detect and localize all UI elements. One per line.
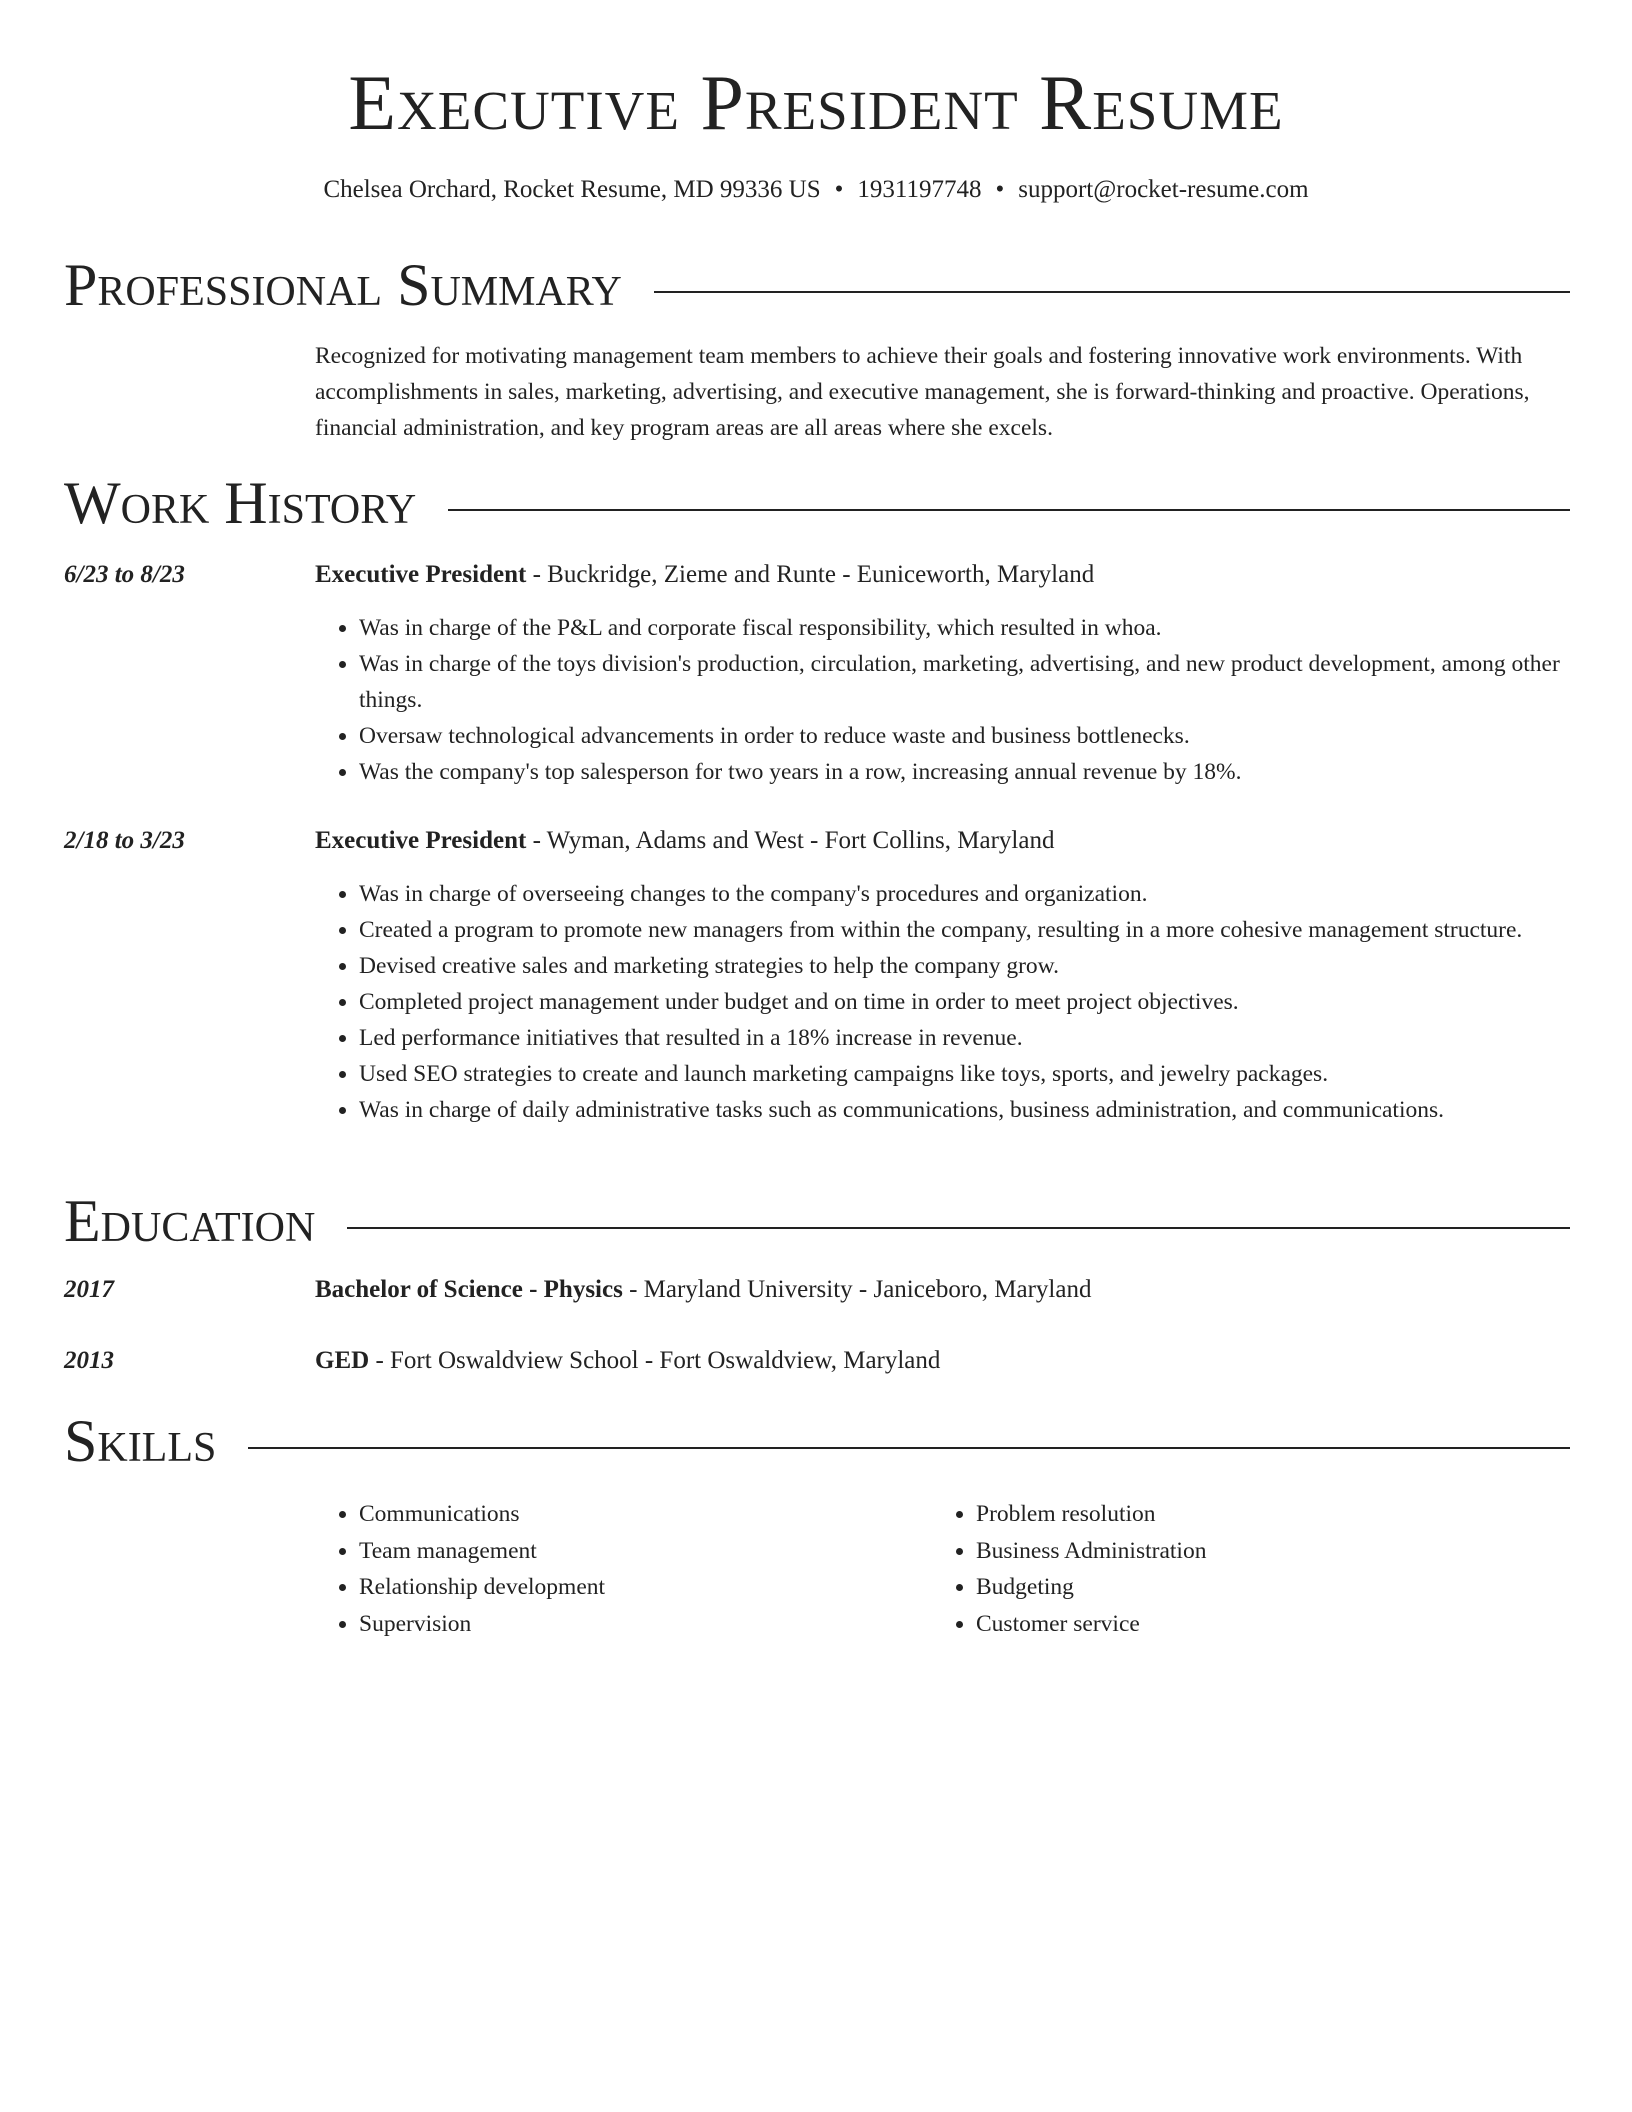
job-heading [315, 557, 1571, 593]
list-item: • Completed project management under budget and on time in order to meet project objectives. [359, 984, 1569, 1020]
skill-item: • Problem resolution [976, 1496, 1536, 1533]
skill-item: • Supervision [359, 1606, 919, 1643]
section-heading-education [64, 1186, 1570, 1256]
skill-item: • Communications [359, 1496, 919, 1533]
list-item: • Was in charge of daily administrative tasks such as communications, business administration, and communications. [359, 1092, 1569, 1128]
skill-item: • Business Administration [976, 1533, 1536, 1570]
list-item: • Was in charge of the toys division's production, circulation, marketing, advertising, and new product development, among other things. [359, 646, 1569, 718]
job-title: Executive President [315, 561, 527, 588]
job-bullets [315, 610, 1569, 790]
job-bullets [315, 876, 1569, 1128]
contact-line [0, 172, 1632, 208]
list-item: • Was in charge of overseeing changes to the company's procedures and organization. [359, 876, 1569, 912]
section-heading-summary [64, 250, 1570, 320]
skill-item: • Relationship development [359, 1569, 919, 1606]
education-degree: Bachelor of Science - Physics [315, 1276, 623, 1303]
skills-list-left [315, 1496, 919, 1642]
job-title: Executive President [315, 827, 527, 854]
education-degree: GED [315, 1347, 370, 1374]
contact-separator: • [834, 176, 844, 203]
contact-address: Chelsea Orchard, Rocket Resume, MD 99336 US [323, 176, 821, 203]
skills-list-right [932, 1496, 1536, 1642]
list-item: • Oversaw technological advancements in order to reduce waste and business bottlenecks. [359, 718, 1569, 754]
education-school: - Maryland University - Janiceboro, Maryland [622, 1276, 1092, 1303]
contact-separator: • [995, 176, 1005, 203]
skills-heading: Skills [64, 1406, 248, 1476]
summary-text: Recognized for motivating management team members to achieve their goals and fostering innovative work environments. With accomplishments in sales, marketing, advertising, and executive management, she is forward-thinking and proactive. Operations, financial administration, and key program areas are all areas where she excels. [315, 343, 1530, 441]
skill-item: • Customer service [976, 1606, 1536, 1643]
education-entry [315, 1343, 1571, 1379]
contact-phone: 1931197748 [857, 176, 982, 203]
job-dates: 2/18 to 3/23 [64, 827, 185, 854]
job-employer: - Wyman, Adams and West - Fort Collins, Maryland [526, 827, 1055, 854]
section-heading-work-history [64, 468, 1570, 538]
job-dates: 6/23 to 8/23 [64, 561, 185, 588]
education-heading: Education [64, 1186, 347, 1256]
list-item: • Devised creative sales and marketing strategies to help the company grow. [359, 948, 1569, 984]
list-item: • Created a program to promote new managers from within the company, resulting in a more cohesive management structure. [359, 912, 1569, 948]
section-divider [64, 1447, 1570, 1449]
summary-heading: Professional Summary [64, 250, 654, 320]
education-school: - Fort Oswaldview School - Fort Oswaldview, Maryland [369, 1347, 941, 1374]
work-history-heading: Work History [64, 468, 448, 538]
skill-item: • Budgeting [976, 1569, 1536, 1606]
section-heading-skills [64, 1406, 1570, 1476]
list-item: • Was the company's top salesperson for two years in a row, increasing annual revenue by 18%. [359, 754, 1569, 790]
resume-title: Executive President Resume [348, 59, 1284, 146]
list-item: • Led performance initiatives that resulted in a 18% increase in revenue. [359, 1020, 1569, 1056]
skill-item: • Team management [359, 1533, 919, 1570]
education-entry [315, 1272, 1571, 1308]
list-item: • Was in charge of the P&L and corporate fiscal responsibility, which resulted in whoa. [359, 610, 1569, 646]
education-year: 2013 [64, 1347, 114, 1374]
job-heading [315, 823, 1571, 859]
education-year: 2017 [64, 1276, 114, 1303]
job-employer: - Buckridge, Zieme and Runte - Euniceworth, Maryland [526, 561, 1095, 588]
contact-email: support@rocket-resume.com [1018, 176, 1309, 203]
list-item: • Used SEO strategies to create and launch marketing campaigns like toys, sports, and jewelry packages. [359, 1056, 1569, 1092]
